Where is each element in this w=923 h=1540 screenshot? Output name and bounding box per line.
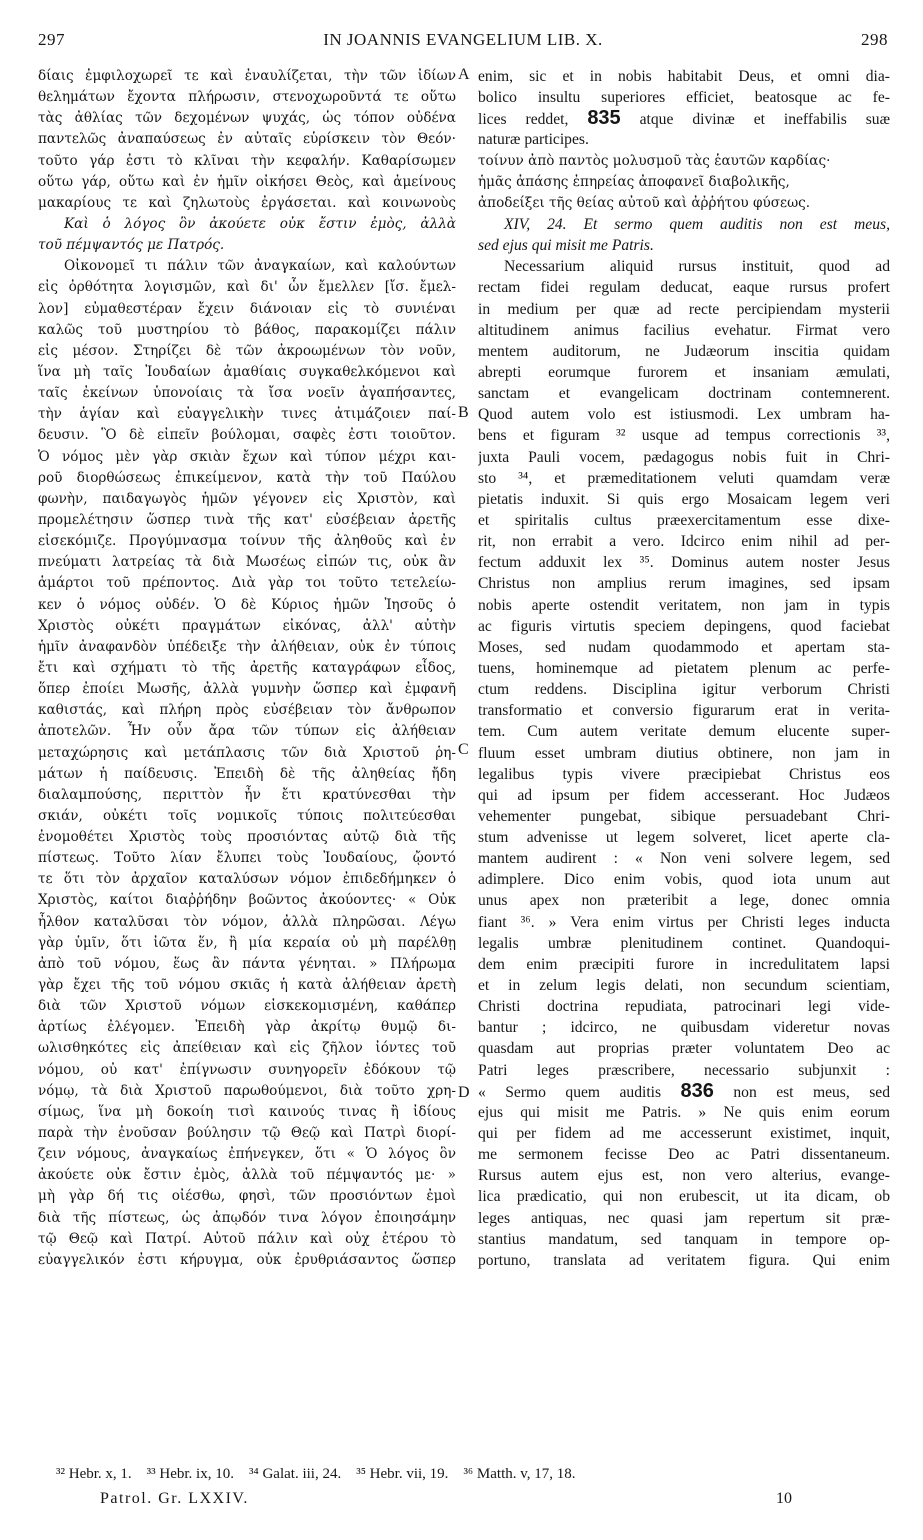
latin-line: tuens, hominemque ad pietatem plenum ac perfe-	[478, 659, 890, 677]
latin-line: tem. Cum autem veritate demum elucente super-	[478, 723, 890, 741]
latin-line: juxta Pauli vocem, pædagogus nobis fuit in Chri-	[478, 448, 890, 466]
latin-line: enim, sic et in nobis habitabit Deus, et omni dia-	[478, 68, 890, 85]
latin-line: et in zelum legis delati, non secundum scientiam,	[478, 977, 890, 995]
page-number-right: 298	[861, 30, 888, 49]
latin-line: qui per fidem ad me accesserunt existimet, inquit,	[478, 1125, 890, 1143]
margin-letter-b: B	[458, 404, 469, 421]
latin-line: ac figuris virtutis speciem depingens, quod faciebat	[478, 617, 890, 635]
latin-line	[478, 1081, 890, 1102]
latin-line: Necessarium aliquid rursus instituit, quod ad	[504, 258, 890, 276]
greek-line: ἀκούετε οὐκ ἔστιν ἐμὸς, ἀλλὰ τοῦ πέμψαντός με· »	[38, 1167, 456, 1184]
latin-line: rectam fidei regulam deducat, eaque rursus profert	[478, 279, 890, 297]
greek-line: μὴ γὰρ δή τις οἰέσθω, φησὶ, τῶν προσιόντων ἐμοὶ	[38, 1188, 456, 1205]
latin-line: sanctam et evangelicam doctrinam contemnerent.	[478, 385, 890, 403]
latin-line: me sermonem fecisse Deo ac Patri dissentaneum.	[478, 1146, 890, 1164]
latin-line: in medium per quæ ad recte percipiendam mysterii	[478, 300, 890, 318]
greek-line: παντελῶς ἀναπαύσεως ἐν αὐταῖς εὑρίσκειν τὸν Θεόν·	[38, 131, 456, 148]
greek-line: τοῦτο γάρ ἐστι τὸ κλῖναι τὴν κεφαλήν. Καθαρίσωμεν	[38, 152, 456, 169]
greek-line: μακαρίους τε καὶ ζηλωτοὺς ἐργάσεται. καὶ κοινωνοὺς	[38, 194, 456, 211]
latin-line: abrepti eorumque furorem et insaniam æmulati,	[478, 363, 890, 381]
latin-line: ejus qui misit me Patris. » Ne quis enim eorum	[478, 1103, 890, 1121]
greek-line: εὐαγγελικόν ἐστι κήρυγμα, οὐκ ἐρυθριάσαντος ὥσπερ	[38, 1251, 456, 1268]
greek-line: διὰ τῶν Χριστοῦ νόμων εἰσκεκομισμένη, καθάπερ	[38, 998, 456, 1015]
greek-full-width-tail: ἡμᾶς ἁπάσης ἐπηρείας ἀποφανεῖ διαβολικῆς,	[478, 173, 790, 190]
greek-line: τὴν ἁγίαν καὶ εὐαγγελικὴν τινες ἀτιμάζοιεν παί-	[38, 406, 456, 423]
greek-line: εἰς ὀρθότητα λογισμῶν, καὶ δι' ὧν ἔμελλεν [ἴσ. ἔμελ-	[38, 279, 456, 296]
greek-line: μεταχώρησις καὶ μετάπλασις τῶν διὰ Χριστοῦ ῥη-	[38, 744, 456, 761]
greek-line: κεν ὁ νόμος οὐδέν. Ὁ δὲ Κύριος ἡμῶν Ἰησοῦς ὁ	[38, 596, 456, 613]
latin-line: Moses, sed nudam quodammodo et apertam sta-	[478, 638, 890, 656]
column-number: 835	[587, 108, 621, 130]
greek-line: τὰς ἀθλίας τῶν δεχομένων ψυχάς, ὡς τόπον οὐδένα	[38, 110, 456, 127]
latin-line: nobis aperte ostendit veritatem, non jam in typis	[478, 596, 890, 614]
latin-line: mantem audirent : « Non veni solvere legem, sed	[478, 850, 890, 868]
greek-line: Καὶ ὁ λόγος ὃν ἀκούετε οὐκ ἔστιν ἐμὸς, ἀλλὰ	[64, 215, 456, 232]
latin-line: legalis umbræ plenitudinem continet. Quandoqui-	[478, 934, 890, 952]
greek-line: δευσιν. Ὃ δὲ εἰπεῖν βούλομαι, σαφὲς ἐστι τοιοῦτον.	[38, 427, 456, 444]
latin-line: vehementer pungebat, sibique persuadebant Chri-	[478, 807, 890, 825]
greek-line: διὰ τῆς πίστεως, ὡς ἀπῳδόν τινα λόγον ἐποιησάμην	[38, 1209, 456, 1226]
margin-letter-a: A	[458, 66, 470, 83]
latin-line: Rursus autem ejus est, non vero alterius, evange-	[478, 1167, 890, 1185]
footnote: ³³ Hebr. ix, 10.	[146, 1466, 234, 1482]
latin-line: rit, non errabit a vero. Idcirco enim nihil ad per-	[478, 533, 890, 551]
lemma-line: XIV, 24. Et sermo quem auditis non est meus,	[504, 215, 890, 233]
greek-line: λον] εὐμαθεστέραν ἔχειν διάνοιαν εἰς τὸ συνιέναι	[38, 300, 456, 317]
latin-line: lica prædicatio, qui non erubescit, ut ita dicam, ob	[478, 1188, 890, 1206]
footnote: ³² Hebr. x, 1.	[56, 1466, 132, 1482]
greek-line: ταῖς ἐκείνων ὑπονοίαις τὰ ἴσα νοεῖν ἀγαπήσαντες,	[38, 385, 456, 402]
greek-line: ροῦ διορθώσεως ἐπικείμενον, κατὰ τὴν τοῦ Παύλου	[38, 469, 456, 486]
greek-line: προμελέτησιν ὥσπερ τινὰ τῆς κατ' εὐσέβειαν ἀρετῆς	[38, 511, 456, 528]
greek-line: ἵνα μὴ ταῖς Ἰουδαίων ἀμαθίαις συγκαθελκόμενοι καὶ	[38, 363, 456, 380]
latin-line: Quod autem volo est istiusmodi. Lex umbram ha-	[478, 406, 890, 424]
greek-line: σκιάν, οὐκέτι τοῖς νομικοῖς τύποις πολιτεύεσθαι	[38, 807, 456, 824]
greek-line: μάτων ἡ παίδευσις. Ἐπειδὴ δὲ τῆς ἀληθείας ἤδη	[38, 765, 456, 782]
greek-line: ὅπερ ἐποίει Μωσῆς, ἀλλὰ γυμνὴν ὥσπερ καὶ ἐμφανῆ	[38, 681, 456, 698]
greek-line: δίαις ἐμφιλοχωρεῖ τε καὶ ἐναυλίζεται, τὴν τῶν ἰδίων	[38, 68, 456, 84]
latin-line: bolico insultu superiores efficiet, beatosque ac fe-	[478, 89, 890, 107]
column-number: 836	[680, 1080, 714, 1102]
greek-line: τῷ Θεῷ καὶ Πατρί. Αὐτοῦ πάλιν καὶ οὐχ ἑτέρου τὸ	[38, 1230, 456, 1247]
greek-line: τοῦ πέμψαντός με Πατρός.	[38, 237, 225, 254]
greek-line: ἀποτελῶν. Ἦν οὖν ἄρα τῶν τύπων εἰς ἀλήθειαν	[38, 723, 456, 740]
page-number-left: 297	[38, 30, 65, 49]
latin-line: mentem auditorum, ne Judæorum inscitia quidam	[478, 342, 890, 360]
latin-line: Christi doctrina repudiata, patrocinari legi vide-	[478, 998, 890, 1016]
greek-line: ωλισθηκότες εἰς ἀπείθειαν καὶ εἰς ζῆλον ἰόντες τοῦ	[38, 1040, 456, 1057]
greek-line: παρὰ τὴν ἐνοῦσαν βούλησιν τῷ Θεῷ καὶ Πατρὶ διορί-	[38, 1125, 456, 1142]
greek-line: ζειν νόμους, ἀναγκαίως ἐπήνεγκεν, ὅτι « Ὁ λόγος ὃν	[38, 1146, 456, 1163]
latin-line: transformatio et conversio figurarum erat in verita-	[478, 702, 890, 720]
greek-line: ἡμῖν ἀναφανδὸν ὑπέδειξε τὴν ἀλήθειαν, οὐκ ἐν τύποις	[38, 638, 456, 655]
greek-line: σίμως, ἵνα μὴ δοκοίη τισὶ καινούς τινας ἢ ἰδίους	[38, 1103, 456, 1120]
greek-line: Ὁ νόμος μὲν γὰρ σκιὰν ἔχων καὶ τύπον μέχρι και-	[38, 448, 456, 465]
latin-line: qui ad ipsum per fidem accesserant. Hoc Judæos	[478, 786, 890, 804]
latin-line: adimplere. Dico enim vobis, quod iota unum aut	[478, 871, 890, 889]
running-header	[38, 30, 888, 56]
greek-line: πίστεως. Τοῦτο λίαν ἔλυπει τοὺς Ἰουδαίους, ᾤοντό	[38, 850, 456, 867]
footnotes	[56, 1466, 886, 1483]
greek-line: διαλαμπούσης, περιττὸν ἦν ἔτι κρατύνεσθαι τὴν	[38, 786, 456, 803]
greek-line: εἰσεκόμιζε. Προγύμνασμα τοίνυν τῆς ἀληθοῦς καὶ ἐν	[38, 533, 456, 550]
latin-line: stum advenisse ut legem solveret, licet aperte cla-	[478, 829, 890, 847]
greek-line: ἦλθον καταλῦσαι τὸν νόμον, ἀλλὰ πληρῶσαι. Λέγω	[38, 913, 456, 930]
footnote: ³⁵ Hebr. vii, 19.	[356, 1466, 449, 1482]
greek-line: Χριστὸς οὐκέτι πραγμάτων εἰκόνας, ἀλλ' αὐτὴν	[38, 617, 456, 634]
greek-line: ἀπὸ τοῦ νόμου, ἕως ἂν πάντα γένηται. » Πλήρωμα	[38, 955, 456, 972]
latin-text: atque divinæ et ineffabilis suæ	[639, 111, 890, 129]
lemma-line: sed ejus qui misit me Patris.	[478, 237, 654, 255]
greek-line: καθιστάς, καὶ πλήρη πρὸς εὐσέβειαν τὸν ἄνθρωπον	[38, 702, 456, 719]
latin-line: stantius mandatum, sed tanquam in tempore op-	[478, 1230, 890, 1248]
latin-line: fluum esset umbram diutius obtinere, non jam in	[478, 744, 890, 762]
latin-text: non est meus, sed	[733, 1083, 890, 1101]
patrology-reference: Patrol. Gr. LXXIV.	[100, 1490, 249, 1507]
greek-line: Χριστὸς, καίτοι διαῤῥήδην βοῶντος ἀκούοντες· « Οὐκ	[38, 892, 456, 909]
greek-line: νόμου, οὐ κατ' ἐπίγνωσιν συνηγορεῖν ἐδόκουν τῷ	[38, 1061, 456, 1078]
latin-body	[478, 256, 890, 1080]
latin-line	[478, 108, 890, 129]
greek-line: πνεύματι λατρείας τὰ διὰ Μωσέως εἰπών τις, οὐκ ἂν	[38, 554, 456, 571]
greek-line: νόμῳ, τὰ διὰ Χριστοῦ παρωθούμενοι, διὰ τοῦτο χρη-	[38, 1082, 456, 1099]
margin-letter-d: D	[458, 1084, 470, 1101]
latin-text: lices reddet,	[478, 111, 569, 129]
footnote: ³⁴ Galat. iii, 24.	[248, 1466, 342, 1482]
latin-line: naturæ participes.	[478, 131, 589, 149]
greek-line: ἀρτίως ἐλέγομεν. Ἐπειδὴ γὰρ ἀκρίτῳ θυμῷ δι-	[38, 1019, 456, 1036]
latin-column	[478, 66, 890, 1271]
greek-line: Οἰκονομεῖ τι πάλιν τῶν ἀναγκαίων, καὶ καλούντων	[64, 258, 456, 275]
greek-line: γὰρ ὑμῖν, ὅτι ἰῶτα ἕν, ἢ μία κεραία οὐ μὴ παρέλθῃ	[38, 934, 456, 951]
greek-full-width-tail: ἀποδείξει τῆς θείας αὐτοῦ καὶ ἀῤῥήτου φύσεως.	[478, 194, 811, 211]
latin-line: dem enim præcipiti furore in incredulitatem lapsi	[478, 955, 890, 973]
margin-letter-c: C	[458, 741, 469, 758]
greek-line: φωνὴν, παιδαγωγὸς ἡμῶν γέγονεν εἰς Χριστὸν, καὶ	[38, 490, 456, 507]
latin-line: fiant ³⁶. » Vera enim virtus per Christi leges inducta	[478, 913, 890, 931]
greek-line: ἐνομοθέτει Χριστὸς τοὺς προσιόντας αὐτῷ διὰ τῆς	[38, 829, 456, 846]
greek-line: ἔτι καὶ σχήματι τὸ τῆς ἀρετῆς καταγράφων εἶδος,	[38, 659, 456, 676]
greek-line: τε ὅτι τὸν ἀρχαῖον καταλύσων νόμον ἐπιδεδήμηκεν ὁ	[38, 871, 456, 888]
greek-line: ἁμάρτοι τοῦ πρέποντος. Διὰ γὰρ τοι τοῦτο τετελείω-	[38, 575, 456, 592]
latin-line: ctum reddens. Disciplina igitur verborum Christi	[478, 681, 890, 699]
greek-line: καλῶς τοῦ μυστηρίου τὸ βάθος, παρακομίζει πάλιν	[38, 321, 456, 338]
latin-tail	[478, 1102, 890, 1271]
latin-text: « Sermo quem auditis	[478, 1083, 662, 1101]
latin-line: quasdam aut proprias præter voluntatem Deo ac	[478, 1040, 890, 1058]
greek-line: οὕτω γάρ, οὕτω καὶ ἐν ἡμῖν οἰκήσει Θεὸς, καὶ ἀμείνους	[38, 173, 456, 190]
latin-line: bantur ; idcirco, ne quibusdam videretur novas	[478, 1019, 890, 1037]
greek-line: γὰρ ἔχει τῆς τοῦ νόμου σκιᾶς ἡ κατὰ ἀλήθειαν ἀρετὴ	[38, 977, 456, 994]
latin-line: et spiritalis cultus præexercitamentum esse dixe-	[478, 511, 890, 529]
latin-line: pietatis induxit. Si quis ergo Mosaicam legem veri	[478, 490, 890, 508]
latin-line: legalibus typis vivere præcipiebat Christus eos	[478, 765, 890, 783]
latin-line: leges antiquas, nec quasi jam repertum sit præ-	[478, 1209, 890, 1227]
latin-line: altitudinem animus facilius evehatur. Firmat vero	[478, 321, 890, 339]
latin-line: fectum adduxit lex ³⁵. Dominus autem noster Jesus	[478, 554, 890, 572]
footnote: ³⁶ Matth. v, 17, 18.	[463, 1466, 576, 1482]
running-title: IN JOANNIS EVANGELIUM LIB. X.	[323, 30, 603, 49]
latin-line: bens et figuram ³² usque ad tempus correctionis ³³,	[478, 427, 890, 445]
latin-line: sto ³⁴, et præmeditationem veluti quamdam veræ	[478, 469, 890, 487]
greek-line: εἰς μέσον. Στηρίζει δὲ τῶν ἀκροωμένων τὸν νοῦν,	[38, 342, 456, 359]
greek-line: θελημάτων ἔχοντα πλήρωσιν, στενοχωροῦντά τε οὕτω	[38, 89, 456, 106]
latin-line: Christus non amplius rerum imagines, sed ipsam	[478, 575, 890, 593]
latin-line: portuno, translata ad veritatem figura. Qui enim	[478, 1251, 890, 1269]
greek-column	[38, 66, 456, 1271]
latin-line: Patri leges præscribere, necessario subjunxit :	[478, 1061, 890, 1079]
greek-full-width-tail: τοίνυν ἀπὸ παντὸς μολυσμοῦ τὰς ἑαυτῶν καρδίας·	[478, 152, 831, 169]
latin-line: unus apex non præteribit a lege, donec omnia	[478, 892, 890, 910]
signature-mark: 10	[776, 1490, 792, 1507]
